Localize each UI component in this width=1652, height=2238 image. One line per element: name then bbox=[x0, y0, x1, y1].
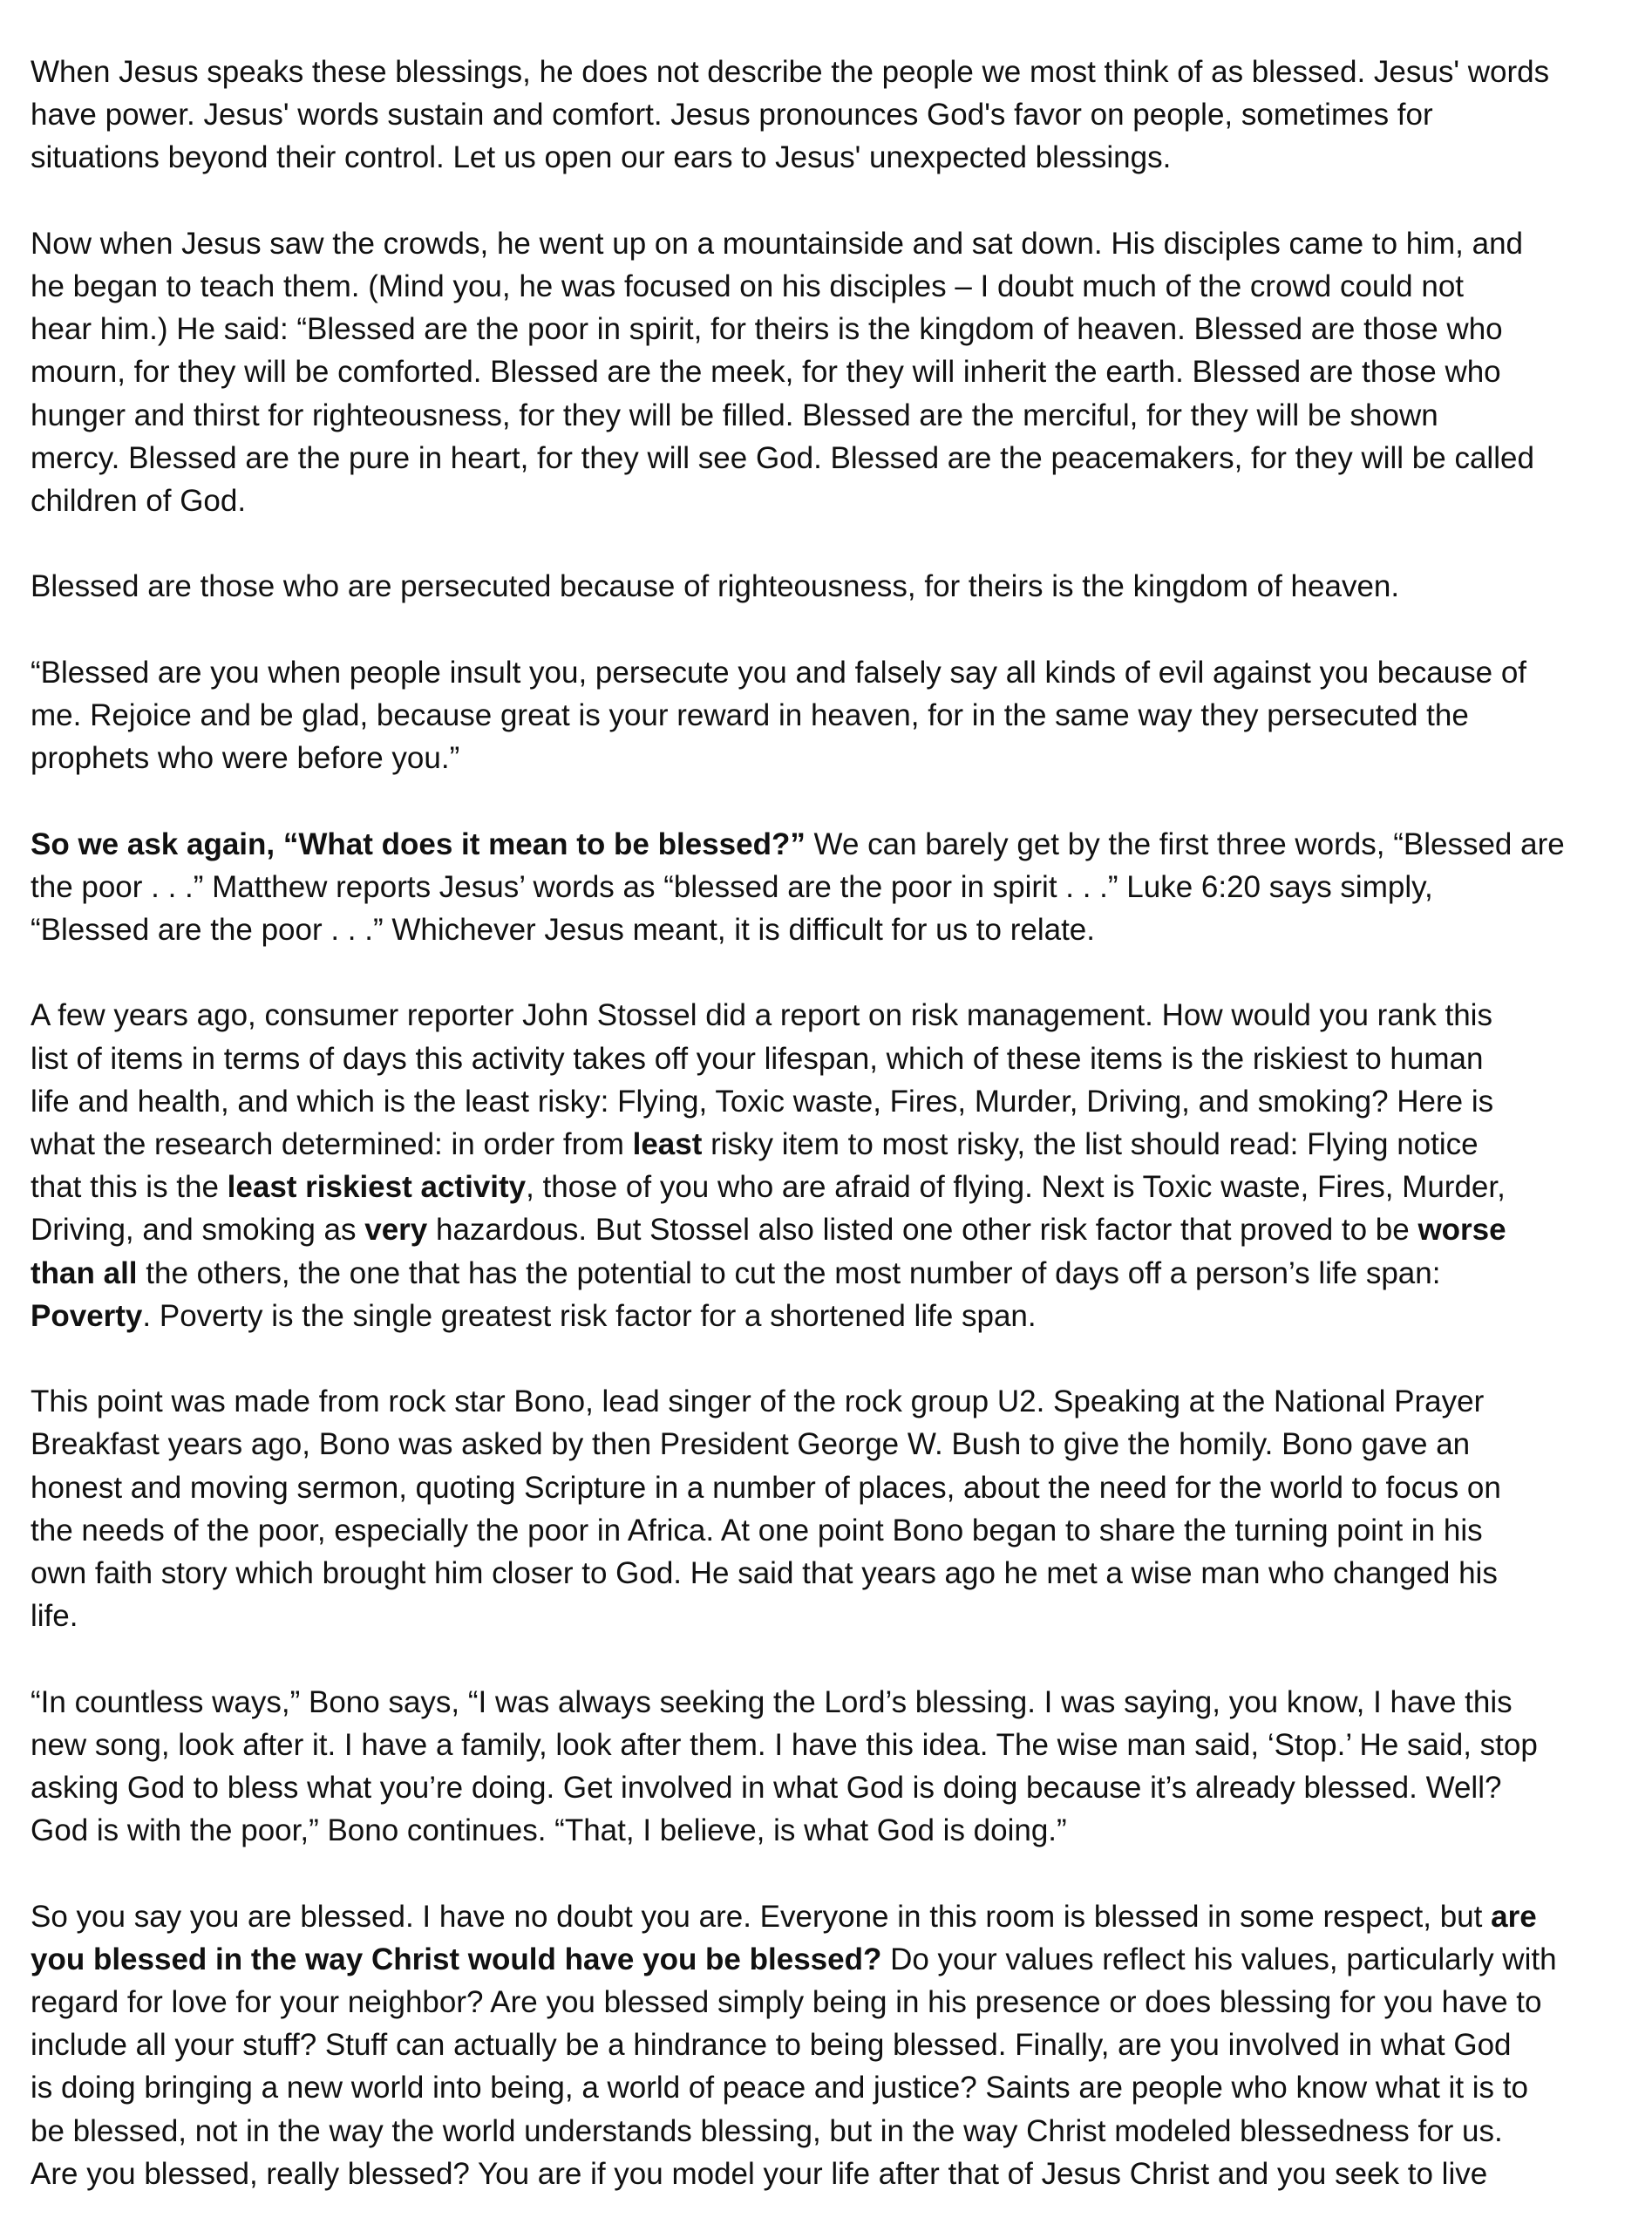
text-run: “In countless ways,” Bono says, “I was always seeking the Lord’s blessing. I was saying, you know, I have this bbox=[31, 1684, 1513, 1719]
text-line bbox=[31, 51, 1626, 93]
text-line bbox=[31, 1208, 1626, 1251]
bold-text: very bbox=[364, 1213, 428, 1248]
text-run: mercy. Blessed are the pure in heart, for they will see God. Blessed are the peacemakers, for they will be called bbox=[31, 440, 1534, 475]
paragraph bbox=[31, 222, 1626, 522]
text-line bbox=[31, 222, 1626, 265]
text-run: Are you blessed, really blessed? You are if you model your life after that of Jesus Christ and you seek to live bbox=[31, 2156, 1488, 2191]
bold-text: worse bbox=[1417, 1213, 1506, 1248]
text-run: new song, look after it. I have a family, look after them. I have this idea. The wise man said, ‘Stop.’ He said, stop bbox=[31, 1727, 1538, 1762]
text-line bbox=[31, 2110, 1626, 2153]
text-run: A few years ago, consumer reporter John Stossel did a report on risk management. How would you rank this bbox=[31, 998, 1492, 1033]
text-line bbox=[31, 308, 1626, 350]
text-run: life and health, and which is the least risky: Flying, Toxic waste, Fires, Murder, Driving, and smoking? Here is bbox=[31, 1084, 1494, 1119]
text-line bbox=[31, 1981, 1626, 2024]
paragraph bbox=[31, 51, 1626, 180]
text-run: , those of you who are afraid of flying. Next is Toxic waste, Fires, Murder, bbox=[526, 1170, 1506, 1205]
paragraph bbox=[31, 1380, 1626, 1637]
text-run: what the research determined: in order from bbox=[31, 1127, 633, 1161]
text-run: that this is the bbox=[31, 1170, 228, 1205]
bold-text: least riskiest activity bbox=[227, 1170, 527, 1205]
text-run: have power. Jesus' words sustain and comfort. Jesus pronounces God's favor on people, sometimes for bbox=[31, 98, 1433, 133]
text-run: regard for love for your neighbor? Are you blessed simply being in his presence or does blessing for you have to bbox=[31, 1985, 1542, 2020]
paragraph bbox=[31, 1681, 1626, 1853]
text-run: children of God. bbox=[31, 484, 247, 519]
text-line bbox=[31, 1724, 1626, 1766]
text-line bbox=[31, 2024, 1626, 2066]
text-run: When Jesus speaks these blessings, he does not describe the people we most think of as blessed. Jesus' words bbox=[31, 55, 1550, 89]
text-line bbox=[31, 1466, 1626, 1509]
text-line bbox=[31, 1037, 1626, 1080]
text-line bbox=[31, 93, 1626, 136]
text-line bbox=[31, 1252, 1626, 1295]
text-line bbox=[31, 1295, 1626, 1337]
text-line bbox=[31, 1895, 1626, 1938]
text-line bbox=[31, 1681, 1626, 1724]
document-body bbox=[31, 51, 1626, 2238]
bold-text: than all bbox=[31, 1255, 138, 1290]
text-line bbox=[31, 908, 1626, 951]
text-run: . Poverty is the single greatest risk factor for a shortened life span. bbox=[142, 1298, 1037, 1333]
text-run: he began to teach them. (Mind you, he was focused on his disciples – I doubt much of the crowd could not bbox=[31, 269, 1465, 303]
paragraph bbox=[31, 565, 1626, 608]
bold-text: least bbox=[632, 1127, 703, 1161]
text-line bbox=[31, 1509, 1626, 1552]
text-line bbox=[31, 265, 1626, 308]
text-run: the poor . . .” Matthew reports Jesus’ words as “blessed are the poor in spirit . . .” Luke 6:20 says simply, bbox=[31, 869, 1433, 904]
text-run: So you say you are blessed. I have no doubt you are. Everyone in this room is blessed in some respect, but bbox=[31, 1899, 1492, 1934]
text-line bbox=[31, 565, 1626, 608]
text-run: This point was made from rock star Bono, lead singer of the rock group U2. Speaking at the National Prayer bbox=[31, 1384, 1485, 1419]
text-line bbox=[31, 480, 1626, 522]
text-run: “Blessed are you when people insult you, persecute you and falsely say all kinds of evil against you because of bbox=[31, 655, 1527, 690]
text-line bbox=[31, 1595, 1626, 1637]
text-line bbox=[31, 1166, 1626, 1208]
text-run: Do your values reflect his values, particularly with bbox=[881, 1942, 1557, 1976]
text-line bbox=[31, 2153, 1626, 2195]
text-line bbox=[31, 737, 1626, 779]
text-run: hunger and thirst for righteousness, for they will be filled. Blessed are the merciful, for they will be shown bbox=[31, 398, 1438, 432]
paragraph bbox=[31, 994, 1626, 1337]
text-line bbox=[31, 350, 1626, 393]
bold-text: Poverty bbox=[31, 1298, 143, 1333]
text-run: Blessed are those who are persecuted because of righteousness, for theirs is the kingdom of heaven. bbox=[31, 569, 1400, 604]
paragraph bbox=[31, 1895, 1626, 2195]
text-line bbox=[31, 994, 1626, 1037]
text-run: is doing bringing a new world into being, a world of peace and justice? Saints are people who know what it is to bbox=[31, 2071, 1528, 2105]
text-run: me. Rejoice and be glad, because great is your reward in heaven, for in the same way they persecuted the bbox=[31, 698, 1469, 732]
text-line bbox=[31, 2066, 1626, 2109]
text-run: hear him.) He said: “Blessed are the poor in spirit, for theirs is the kingdom of heaven. Blessed are those who bbox=[31, 312, 1503, 347]
text-run: the needs of the poor, especially the poor in Africa. At one point Bono began to share the turning point in his bbox=[31, 1513, 1483, 1548]
text-line bbox=[31, 1123, 1626, 1166]
text-run: God is with the poor,” Bono continues. “That, I believe, is what God is doing.” bbox=[31, 1813, 1067, 1848]
text-line bbox=[31, 394, 1626, 437]
text-run: list of items in terms of days this activity takes off your lifespan, which of these items is the riskiest to human bbox=[31, 1041, 1484, 1076]
bold-text: are bbox=[1491, 1899, 1537, 1934]
text-line bbox=[31, 651, 1626, 694]
text-run: be blessed, not in the way the world understands blessing, but in the way Christ modeled blessedness for us. bbox=[31, 2113, 1503, 2148]
text-line bbox=[31, 1080, 1626, 1123]
text-run: We can barely get by the first three words, “Blessed are bbox=[805, 826, 1565, 861]
text-line bbox=[31, 1552, 1626, 1595]
paragraph bbox=[31, 651, 1626, 780]
text-run: risky item to most risky, the list should read: Flying notice bbox=[702, 1127, 1479, 1161]
text-run: the others, the one that has the potential to cut the most number of days off a person’s life span: bbox=[137, 1255, 1441, 1290]
text-run: “Blessed are the poor . . .” Whichever Jesus meant, it is difficult for us to relate. bbox=[31, 913, 1095, 947]
text-line bbox=[31, 1380, 1626, 1423]
text-run: Breakfast years ago, Bono was asked by then President George W. Bush to give the homily. Bono gave an bbox=[31, 1427, 1471, 1462]
text-line bbox=[31, 823, 1626, 866]
text-line bbox=[31, 136, 1626, 179]
text-run: mourn, for they will be comforted. Blessed are the meek, for they will inherit the earth. Blessed are those who bbox=[31, 355, 1501, 390]
text-run: honest and moving sermon, quoting Scripture in a number of places, about the need for the world to focus on bbox=[31, 1470, 1501, 1505]
text-run: include all your stuff? Stuff can actually be a hindrance to being blessed. Finally, are you involved in what God bbox=[31, 2028, 1512, 2063]
text-run: Driving, and smoking as bbox=[31, 1213, 365, 1248]
text-run: situations beyond their control. Let us open our ears to Jesus' unexpected blessings. bbox=[31, 140, 1172, 175]
text-run: hazardous. But Stossel also listed one other risk factor that proved to be bbox=[427, 1213, 1418, 1248]
paragraph bbox=[31, 823, 1626, 952]
text-run: life. bbox=[31, 1599, 78, 1634]
text-run: asking God to bless what you’re doing. Get involved in what God is doing because it’s already blessed. Well? bbox=[31, 1771, 1502, 1806]
text-line bbox=[31, 866, 1626, 908]
bold-text: So we ask again, “What does it mean to be blessed?” bbox=[31, 826, 806, 861]
text-line bbox=[31, 694, 1626, 737]
text-line bbox=[31, 1766, 1626, 1809]
text-line bbox=[31, 1938, 1626, 1981]
text-run: Now when Jesus saw the crowds, he went up on a mountainside and sat down. His disciples came to him, and bbox=[31, 226, 1524, 261]
text-run: own faith story which brought him closer to God. He said that years ago he met a wise man who changed his bbox=[31, 1556, 1498, 1591]
text-line bbox=[31, 1809, 1626, 1852]
text-run: prophets who were before you.” bbox=[31, 741, 460, 776]
text-line bbox=[31, 437, 1626, 480]
bold-text: you blessed in the way Christ would have you be blessed? bbox=[31, 1942, 882, 1976]
text-line bbox=[31, 1423, 1626, 1466]
